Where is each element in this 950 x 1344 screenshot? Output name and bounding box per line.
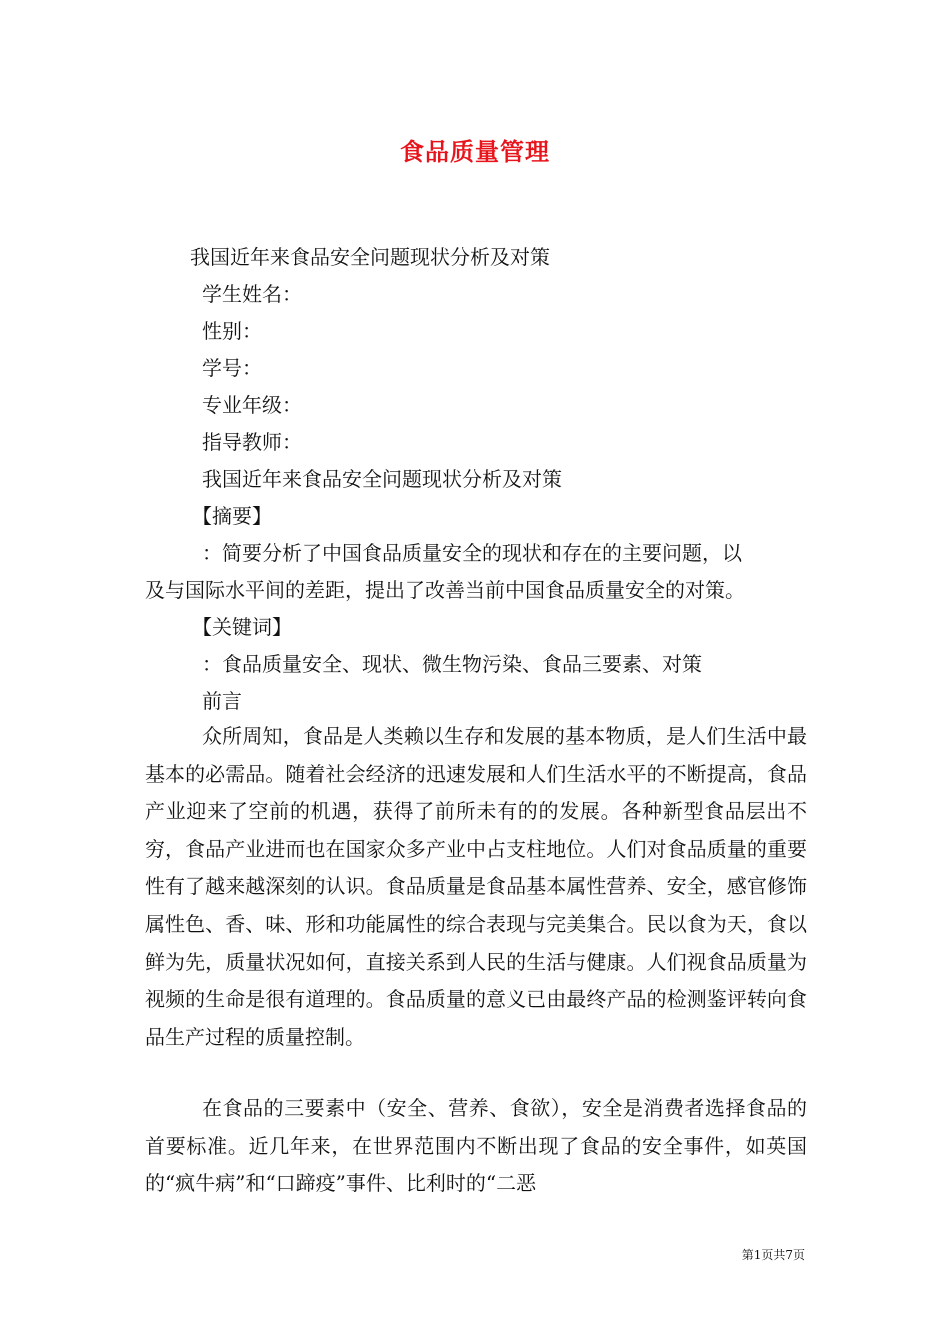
preface-heading: 前言: [202, 689, 242, 713]
abstract-heading: 【摘要】: [192, 504, 272, 528]
preface-paragraph-1: 众所周知，食品是人类赖以生存和发展的基本物质，是人们生活中最基本的必需品。随着社会经济的迅速发展和人们生活水平的不断提高，食品产业迎来了空前的机遇，获得了前所未有的的发展。各种新型食品层出不穷，食品产业进而也在国家众多产业中占支柱地位。人们对食品质量的重要性有了越来越深刻的认识。食品质量是食品基本属性营养、安全，感官修饰属性色、香、味、形和功能属性的综合表现与完美集合。民以食为天，食以鲜为先，质量状况如何，直接关系到人民的生活与健康。人们视食品质量为视频的生命是很有道理的。食品质量的意义已由最终产品的检测鉴评转向食品生产过程的质量控制。: [145, 724, 807, 1049]
field-major-grade: 专业年级：: [202, 393, 302, 417]
abstract-line-2: 及与国际水平间的差距，提出了改善当前中国食品质量安全的对策。: [145, 578, 745, 602]
preface-paragraph-2: 在食品的三要素中（安全、营养、食欲），安全是消费者选择食品的首要标准。近几年来，在世界范围内不断出现了食品的安全事件，如英国的“疯牛病”和“口蹄疫”事件、比利时的“二恶: [145, 1096, 807, 1196]
page-footer: 第1页共7页: [741, 1248, 805, 1262]
document-title: 食品质量管理: [400, 137, 550, 166]
abstract-line-1: ：简要分析了中国食品质量安全的现状和存在的主要问题，以: [202, 541, 742, 565]
keywords-text: ：食品质量安全、现状、微生物污染、食品三要素、对策: [202, 652, 702, 676]
keywords-heading: 【关键词】: [192, 615, 292, 639]
article-title: 我国近年来食品安全问题现状分析及对策: [190, 245, 550, 269]
repeat-title: 我国近年来食品安全问题现状分析及对策: [202, 467, 562, 491]
field-student-id: 学号：: [202, 356, 262, 380]
field-advisor: 指导教师：: [202, 430, 302, 454]
field-student-name: 学生姓名：: [202, 282, 302, 306]
field-gender: 性别：: [202, 319, 262, 343]
